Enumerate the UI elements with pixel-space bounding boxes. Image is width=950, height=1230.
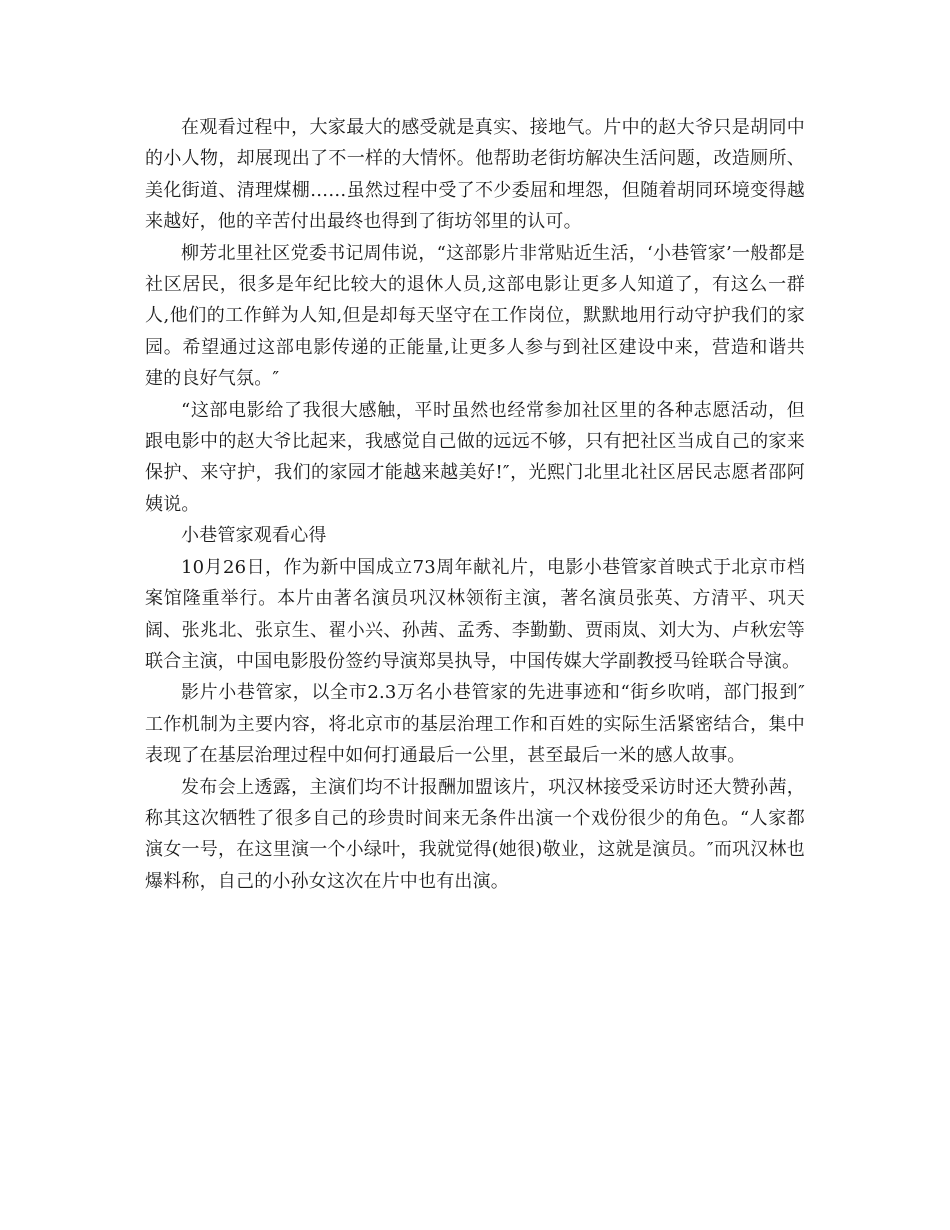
section-heading: 小巷管家观看心得 xyxy=(181,525,327,547)
paragraph-premiere: 10月26日，作为新中国成立73周年献礼片，电影小巷管家首映式于北京市档案馆隆重举行。本片由著名演员巩汉林领衔主演，著名演员张英、方清平、巩天阔、张兆北、张京生、翟小兴、孙茜、孟秀、李勤勤、贾雨岚、刘大为、卢秋宏等联合主演，中国电影股份签约导演郑昊执导，中国传媒大学副教授马铨联合导演。 xyxy=(145,556,805,672)
document-body xyxy=(145,112,805,897)
paragraph-film-content: 影片小巷管家，以全市2.3万名小巷管家的先进事迹和“街乡吹哨，部门报到″工作机制为主要内容，将北京市的基层治理工作和百姓的实际生活紧密结合，集中表现了在基层治理过程中如何打通最后一公里，甚至最后一米的感人故事。 xyxy=(145,682,805,767)
paragraph-volunteer-quote: “这部电影给了我很大感触，平时虽然也经常参加社区里的各种志愿活动，但跟电影中的赵大爷比起来，我感觉自己做的远远不够，只有把社区当成自己的家来保护、来守护，我们的家园才能越来越美好!″，光熙门北里北社区居民志愿者邵阿姨说。 xyxy=(145,399,805,515)
paragraph-viewing-experience: 在观看过程中，大家最大的感受就是真实、接地气。片中的赵大爷只是胡同中的小人物，却展现出了不一样的大情怀。他帮助老街坊解决生活问题，改造厕所、美化街道、清理煤棚……虽然过程中受了不少委屈和埋怨，但随着胡同环境变得越来越好，他的辛苦付出最终也得到了街坊邻里的认可。 xyxy=(145,117,805,233)
paragraph-press-conference: 发布会上透露，主演们均不计报酬加盟该片，巩汉林接受采访时还大赞孙茜，称其这次牺牲了很多自己的珍贵时间来无条件出演一个戏份很少的角色。“人家都演女一号，在这里演一个小绿叶，我就觉得(她很)敬业，这就是演员。″而巩汉林也爆料称，自己的小孙女这次在片中也有出演。 xyxy=(145,776,805,892)
paragraph-zhou-wei-quote: 柳芳北里社区党委书记周伟说，“这部影片非常贴近生活，‘小巷管家’一般都是社区居民，很多是年纪比较大的退休人员,这部电影让更多人知道了，有这么一群人,他们的工作鲜为人知,但是却每天坚守在工作岗位，默默地用行动守护我们的家园。希望通过这部电影传递的正能量,让更多人参与到社区建设中来，营造和谐共建的良好气氛。″ xyxy=(145,242,805,390)
